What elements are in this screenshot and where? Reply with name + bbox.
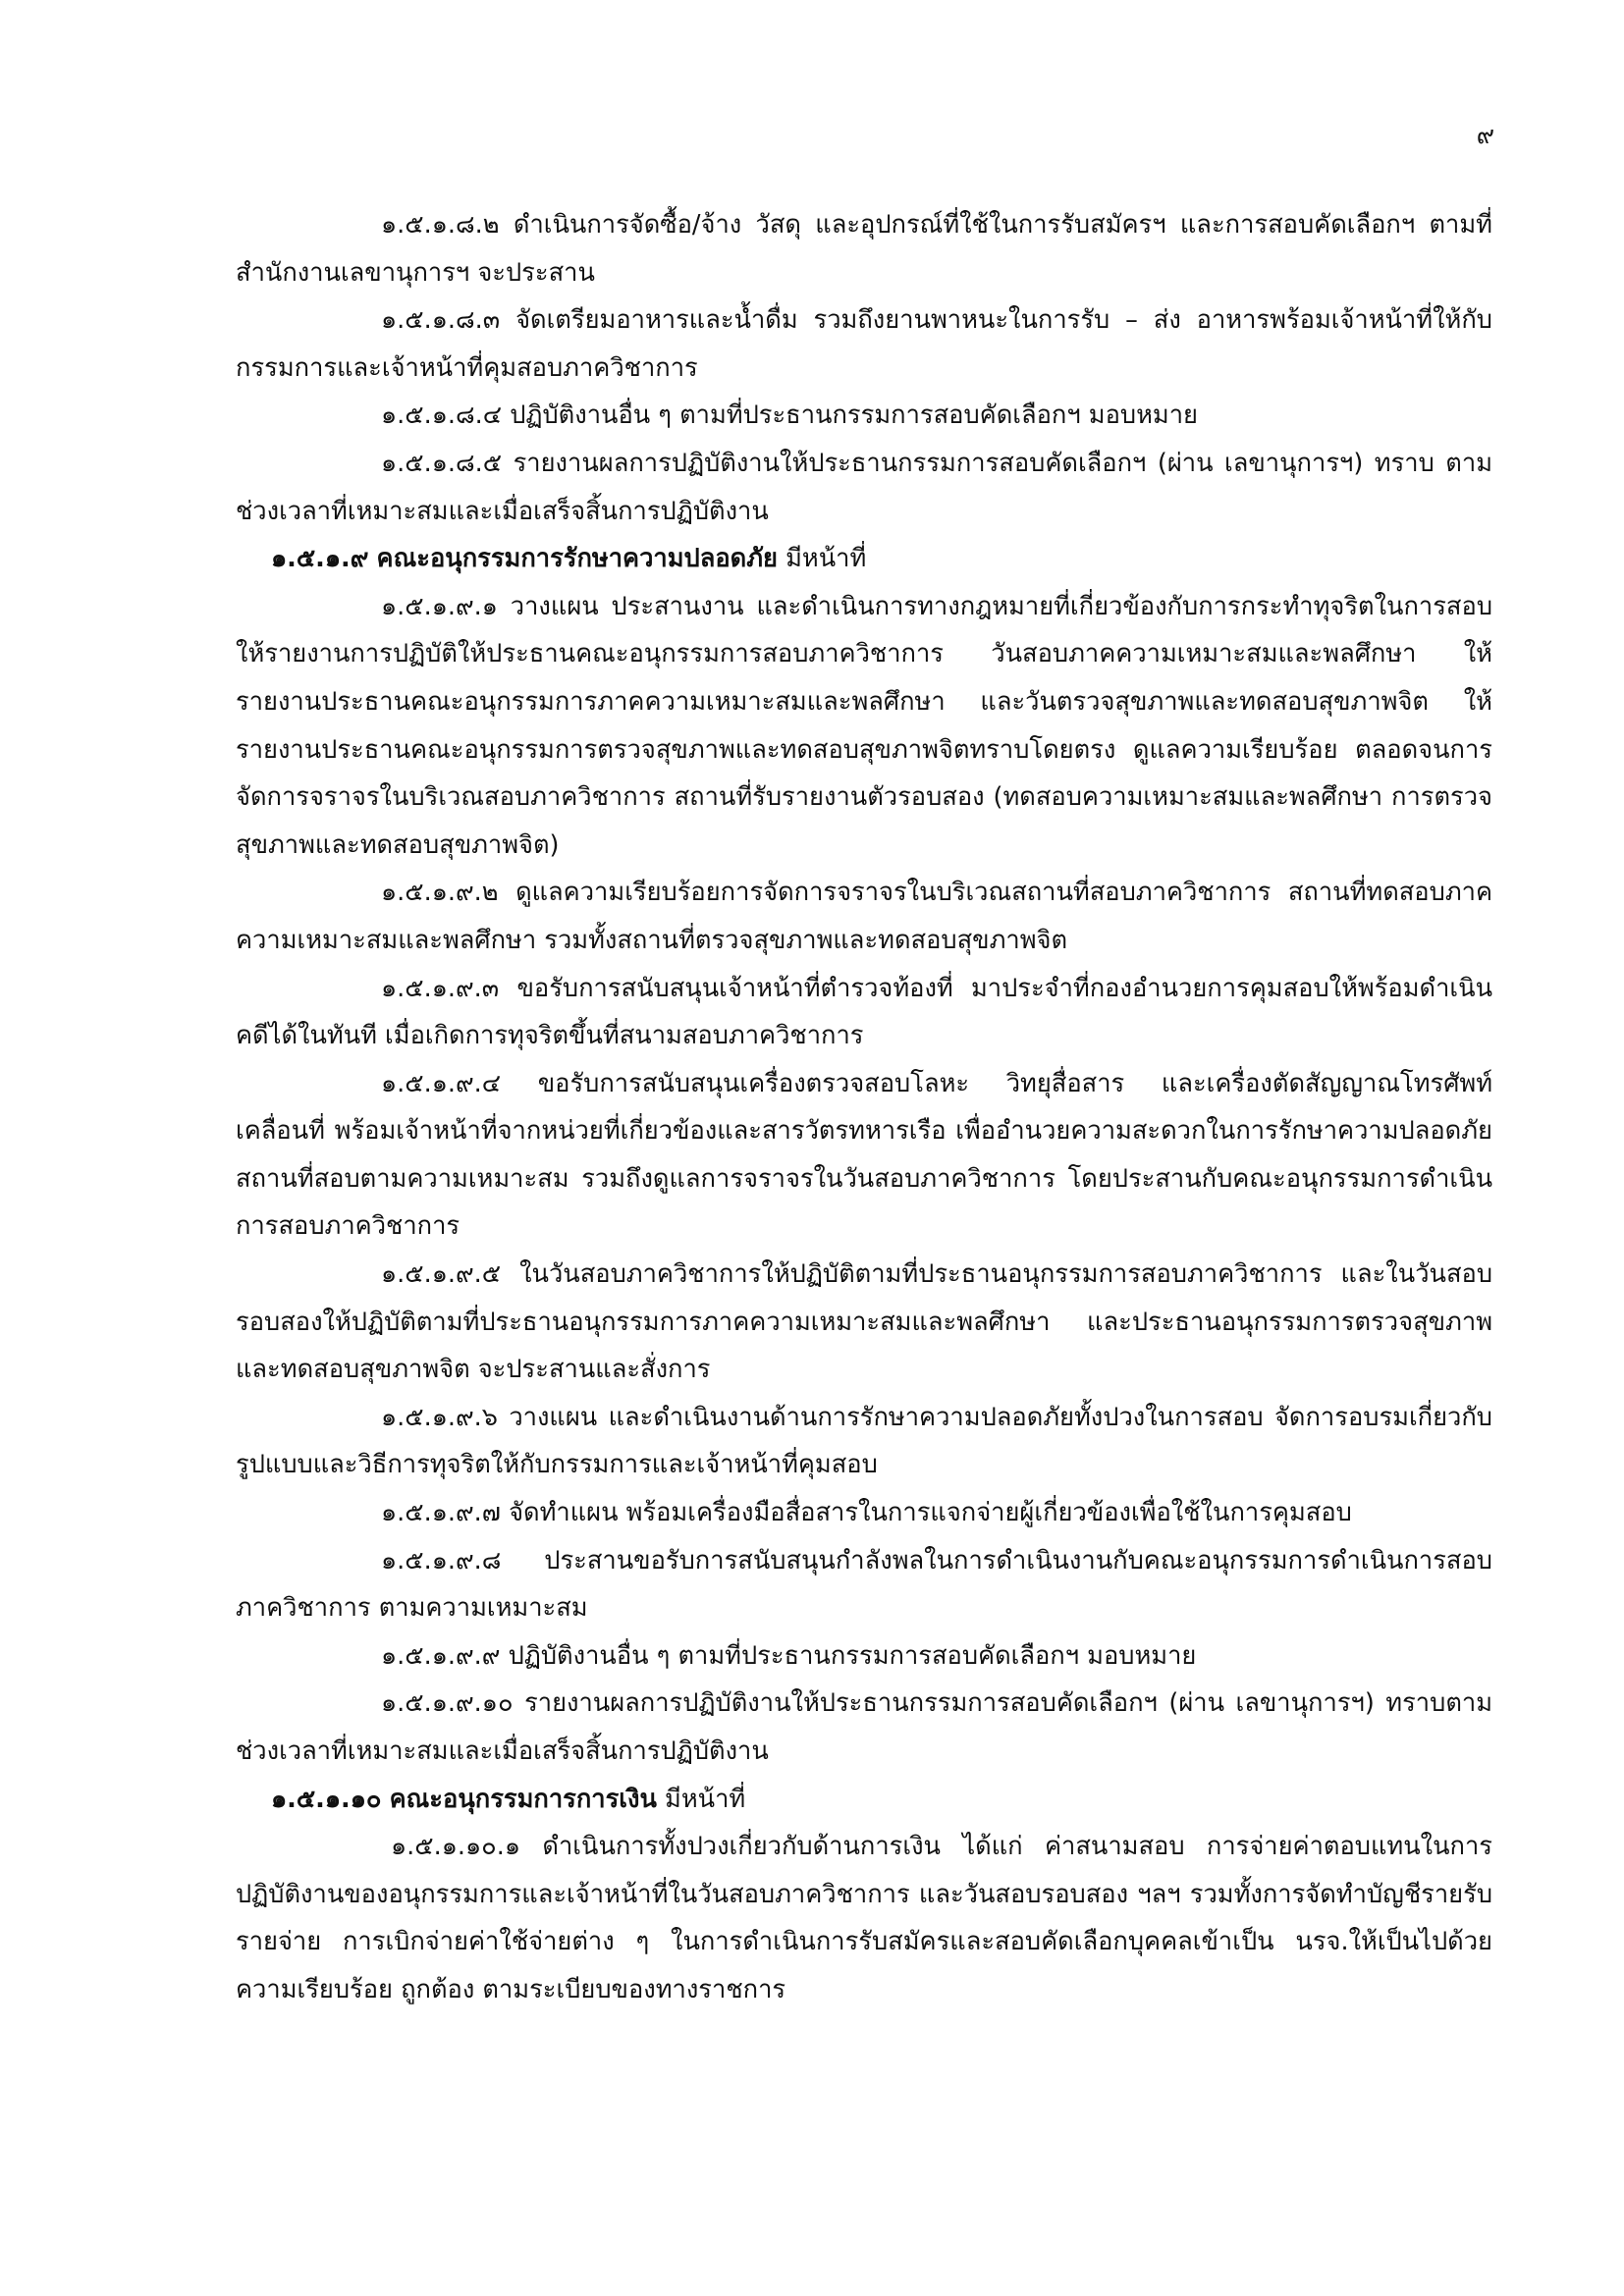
paragraph-number: ๑.๕.๑.๙.๙ [381, 1640, 501, 1671]
paragraph-number: ๑.๕.๑.๙.๕ [381, 1259, 502, 1290]
paragraph-number: ๑.๕.๑.๙.๔ [381, 1068, 502, 1098]
paragraph-1-5-1-9-10 [236, 1680, 1492, 1775]
section-number: ๑.๕.๑.๑๐ [271, 1784, 382, 1814]
paragraph-number: ๑.๕.๑.๙.๘ [381, 1545, 502, 1575]
paragraph-1-5-1-8-3 [236, 296, 1492, 392]
paragraph-number: ๑.๕.๑.๙.๗ [381, 1498, 501, 1528]
paragraph-1-5-1-10-1 [236, 1823, 1492, 2013]
paragraph-number: ๑.๕.๑.๘.๕ [381, 448, 503, 478]
paragraph-1-5-1-9-2 [236, 869, 1492, 964]
paragraph-1-5-1-9-3 [236, 965, 1492, 1060]
paragraph-text: ในวันสอบภาควิชาการให้ปฏิบัติตามที่ประธานอนุกรรมการสอบภาควิชาการ และในวันสอบรอบสองให้ปฏิบัติตามที่ประธานอนุกรรมการภาคความเหมาะสมและพลศึกษา และประธานอนุกรรมการตรวจสุขภาพและทดสอบสุขภาพจิต จะประสานและสั่งการ [236, 1259, 1493, 1385]
paragraph-text: วางแผน ประสานงาน และดำเนินการทางกฎหมายที่เกี่ยวข้องกับการกระทำทุจริตในการสอบ ให้รายงานการปฏิบัติให้ประธานคณะอนุกรรมการสอบภาควิชาการ วันสอบภาคความเหมาะสมและพลศึกษา ให้รายงานประธานคณะอนุกรรมการภาคความเหมาะสมและพลศึกษา และวันตรวจสุขภาพและทดสอบสุขภาพจิต ให้รายงานประธานคณะอนุกรรมการตรวจสุขภาพและทดสอบสุขภาพจิตทราบโดยตรง ดูแลความเรียบร้อย ตลอดจนการจัดการจราจรในบริเวณสอบภาควิชาการ สถานที่รับรายงานตัวรอบสอง (ทดสอบความเหมาะสมและพลศึกษา การตรวจสุขภาพและทดสอบสุขภาพจิต) [236, 591, 1492, 860]
document-body [236, 201, 1492, 2014]
paragraph-text: ดำเนินการจัดซื้อ/จ้าง วัสดุ และอุปกรณ์ที่ใช้ในการรับสมัครฯ และการสอบคัดเลือกฯ ตามที่สำนักงานเลขานุการฯ จะประสาน [236, 210, 1492, 288]
paragraph-text: ประสานขอรับการสนับสนุนกำลังพลในการดำเนินงานกับคณะอนุกรรมการดำเนินการสอบภาควิชาการ ตามความเหมาะสม [236, 1545, 1492, 1624]
paragraph-text: รายงานผลการปฏิบัติงานให้ประธานกรรมการสอบคัดเลือกฯ (ผ่าน เลขานุการฯ) ทราบตามช่วงเวลาที่เหมาะสมและเมื่อเสร็จสิ้นการปฏิบัติงาน [236, 1688, 1493, 1766]
paragraph-text: ดำเนินการทั้งปวงเกี่ยวกับด้านการเงิน ได้แก่ ค่าสนามสอบ การจ่ายค่าตอบแทนในการปฏิบัติงานของอนุกรรมการและเจ้าหน้าที่ในวันสอบภาควิชาการ และวันสอบรอบสอง ฯลฯ รวมทั้งการจัดทำบัญชีรายรับ รายจ่าย การเบิกจ่ายค่าใช้จ่ายต่าง ๆ ในการดำเนินการรับสมัครและสอบคัดเลือกบุคคลเข้าเป็น นรจ.ให้เป็นไปด้วยความเรียบร้อย ถูกต้อง ตามระเบียบของทางราชการ [236, 1832, 1492, 2004]
paragraph-text: จัดเตรียมอาหารและน้ำดื่ม รวมถึงยานพาหนะในการรับ – ส่ง อาหารพร้อมเจ้าหน้าที่ให้กับกรรมการและเจ้าหน้าที่คุมสอบภาควิชาการ [236, 305, 1492, 383]
section-suffix: มีหน้าที่ [785, 544, 867, 574]
section-suffix: มีหน้าที่ [665, 1784, 746, 1814]
section-title: คณะอนุกรรมการรักษาความปลอดภัย [376, 544, 778, 574]
paragraph-1-5-1-9-1 [236, 583, 1492, 870]
section-heading-1-5-1-10 [236, 1776, 1492, 1824]
section-number: ๑.๕.๑.๙ [271, 544, 369, 574]
paragraph-text: จัดทำแผน พร้อมเครื่องมือสื่อสารในการแจกจ่ายผู้เกี่ยวข้องเพื่อใช้ในการคุมสอบ [509, 1498, 1352, 1528]
paragraph-number: ๑.๕.๑.๘.๔ [381, 400, 503, 431]
paragraph-text: ขอรับการสนับสนุนเจ้าหน้าที่ตำรวจท้องที่ มาประจำที่กองอำนวยการคุมสอบให้พร้อมดำเนินคดีได้ในทันที เมื่อเกิดการทุจริตขึ้นที่สนามสอบภาควิชาการ [236, 973, 1493, 1051]
paragraph-number: ๑.๕.๑.๘.๓ [381, 305, 501, 336]
paragraph-1-5-1-9-5 [236, 1251, 1492, 1394]
paragraph-1-5-1-9-7 [236, 1489, 1492, 1537]
paragraph-1-5-1-8-2 [236, 201, 1492, 296]
paragraph-text: ปฏิบัติงานอื่น ๆ ตามที่ประธานกรรมการสอบคัดเลือกฯ มอบหมาย [508, 1640, 1197, 1671]
paragraph-text: ปฏิบัติงานอื่น ๆ ตามที่ประธานกรรมการสอบคัดเลือกฯ มอบหมาย [510, 400, 1198, 431]
section-heading-1-5-1-9 [236, 535, 1492, 583]
paragraph-number: ๑.๕.๑.๙.๑๐ [381, 1688, 514, 1719]
paragraph-1-5-1-9-4 [236, 1060, 1492, 1251]
page-number: ๙ [1476, 121, 1494, 149]
section-title: คณะอนุกรรมการการเงิน [389, 1784, 657, 1814]
paragraph-text: ขอรับการสนับสนุนเครื่องตรวจสอบโลหะ วิทยุสื่อสาร และเครื่องตัดสัญญาณโทรศัพท์เคลื่อนที่ พร้อมเจ้าหน้าที่จากหน่วยที่เกี่ยวข้องและสารวัตรทหารเรือ เพื่ออำนวยความสะดวกในการรักษาความปลอดภัย สถานที่สอบตามความเหมาะสม รวมถึงดูแลการจราจรในวันสอบภาควิชาการ โดยประสานกับคณะอนุกรรมการดำเนินการสอบภาควิชาการ [236, 1068, 1493, 1242]
paragraph-number: ๑.๕.๑.๙.๒ [381, 878, 499, 908]
paragraph-number: ๑.๕.๑.๙.๑ [381, 591, 498, 621]
paragraph-1-5-1-9-9 [236, 1632, 1492, 1681]
paragraph-1-5-1-8-5 [236, 440, 1492, 535]
paragraph-text: รายงานผลการปฏิบัติงานให้ประธานกรรมการสอบคัดเลือกฯ (ผ่าน เลขานุการฯ) ทราบ ตามช่วงเวลาที่เหมาะสมและเมื่อเสร็จสิ้นการปฏิบัติงาน [236, 448, 1492, 526]
paragraph-number: ๑.๕.๑.๙.๓ [381, 973, 500, 1003]
paragraph-text: วางแผน และดำเนินงานด้านการรักษาความปลอดภัยทั้งปวงในการสอบ จัดการอบรมเกี่ยวกับรูปแบบและวิธีการทุจริตให้กับกรรมการและเจ้าหน้าที่คุมสอบ [236, 1402, 1492, 1480]
paragraph-1-5-1-8-4 [236, 392, 1492, 440]
paragraph-1-5-1-9-6 [236, 1394, 1492, 1489]
paragraph-1-5-1-9-8 [236, 1537, 1492, 1632]
paragraph-number: ๑.๕.๑.๘.๒ [381, 210, 500, 240]
paragraph-number: ๑.๕.๑.๑๐.๑ [391, 1832, 521, 1862]
paragraph-number: ๑.๕.๑.๙.๖ [381, 1402, 498, 1432]
paragraph-text: ดูแลความเรียบร้อยการจัดการจราจรในบริเวณสถานที่สอบภาควิชาการ สถานที่ทดสอบภาคความเหมาะสมและพลศึกษา รวมทั้งสถานที่ตรวจสุขภาพและทดสอบสุขภาพจิต [236, 878, 1492, 955]
